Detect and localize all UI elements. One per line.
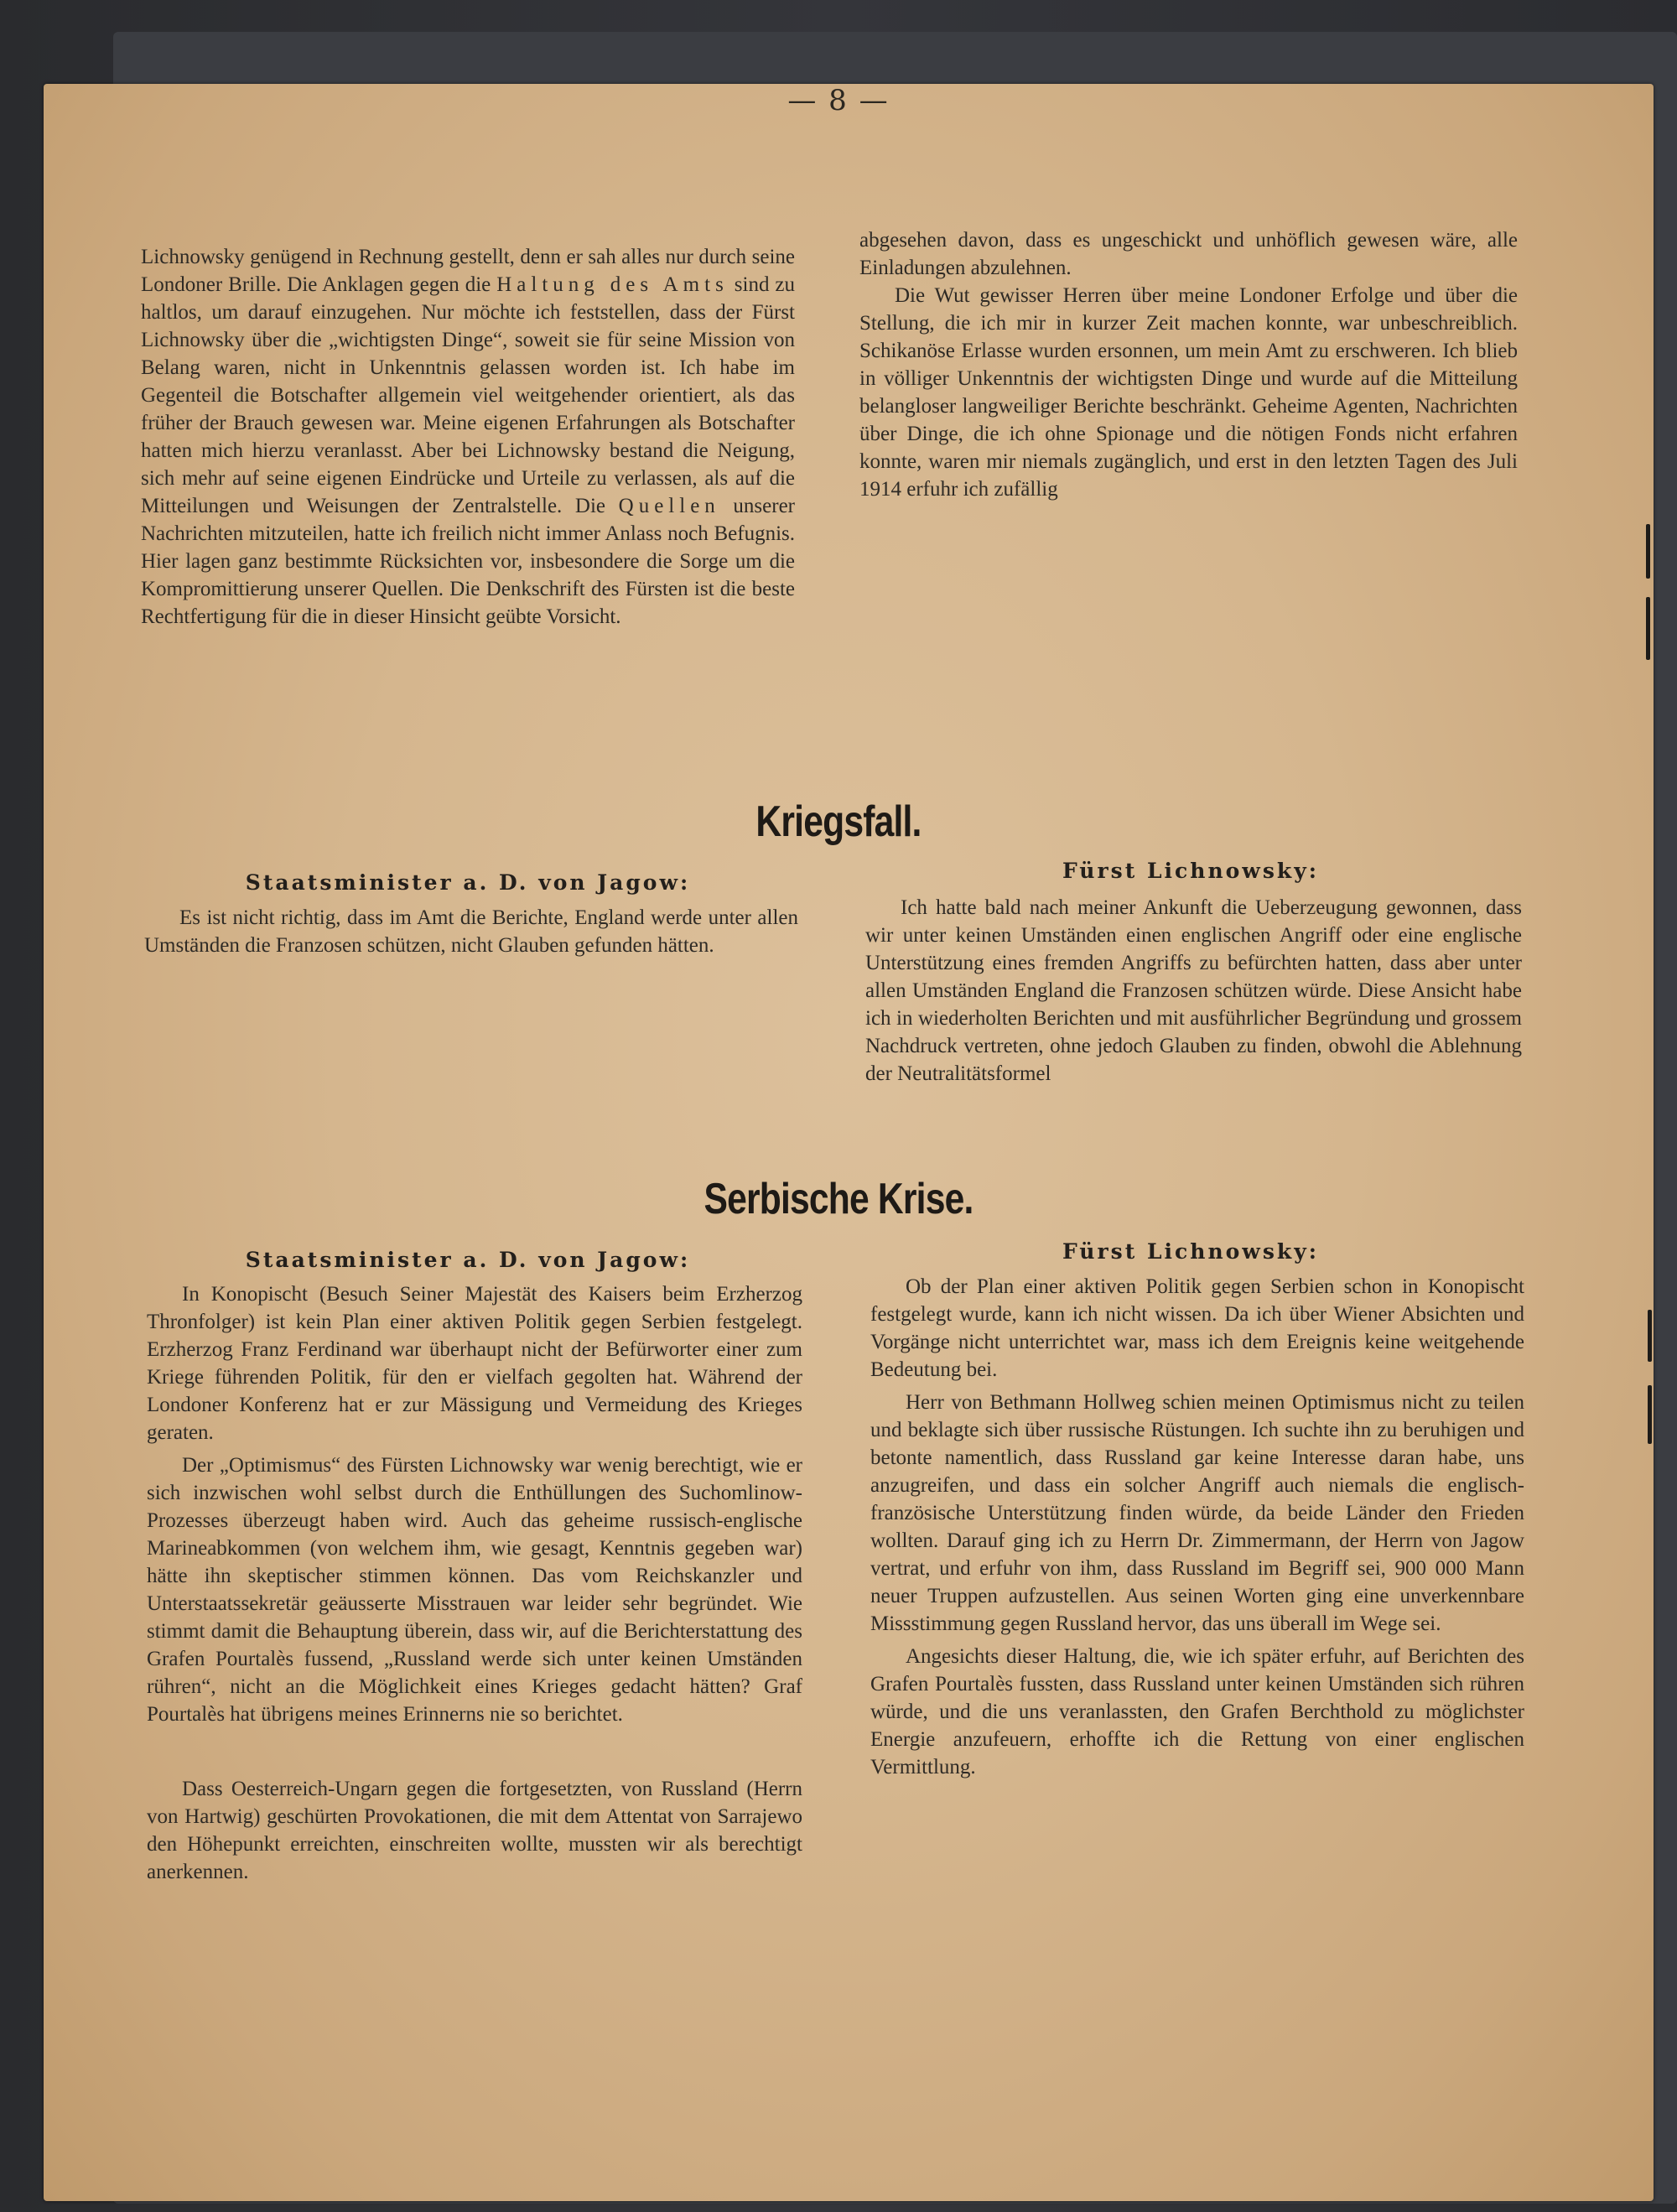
serbische-krise-left-column <box>147 1280 802 1886</box>
binding-mark <box>1648 1385 1652 1444</box>
paragraph: abgesehen davon, dass es ungeschickt und unhöflich gewesen wäre, alle Einladungen abzulehnen. <box>859 229 1518 279</box>
text-run: sind zu haltlos, um darauf einzugehen. Nur möchte ich feststellen, dass der Fürst Lichnowsky über die „wichtigsten Dinge“, soweit sie für seine Mission von Belang waren, nicht in Unkenntnis gelassen worden ist. Ich habe im Gegenteil die Botschafter allgemein viel weitgehender orientiert, als das früher der Brauch gewesen war. Meine eigenen Erfahrungen als Botschafter hatten mich hierzu veranlasst. Aber bei Lichnowsky bestand die Neigung, sich mehr auf seine eigenen Eindrücke und Urteile zu verlassen, als auf die Mitteilungen und Weisungen der Zentralstelle. Die <box>141 273 795 517</box>
binding-mark <box>1646 524 1650 579</box>
paragraph: Ich hatte bald nach meiner Ankunft die Ueberzeugung gewonnen, dass wir unter keinen Umständen einen englischen Angriff oder eine englische Unterstützung eines fremden Angriffs zu befürchten hatten, dass aber unter allen Umständen England die Franzosen schützen würde. Diese Ansicht habe ich in wiederholten Berichten und mit ausführlicher Begründung und grossem Nachdruck vertreten, ohne jedoch Glauben zu finden, obwohl die Ablehnung der Neutralitätsformel <box>865 896 1522 1085</box>
top-right-column <box>859 226 1518 503</box>
paragraph: Angesichts dieser Haltung, die, wie ich später erfuhr, auf Berichten des Grafen Pourtalès fussten, dass Russland unter keinen Umständen sich rühren würde, und die uns veranlassten, den Grafen Berchthold zu möglichster Energie anzufeuern, erhoffte ich die Rettung von einer englischen Vermittlung. <box>870 1645 1524 1778</box>
binding-mark <box>1648 1310 1652 1362</box>
top-left-paragraph <box>141 243 795 631</box>
spaced-emphasis: Quellen <box>618 495 720 517</box>
paragraph: Der „Optimismus“ des Fürsten Lichnowsky war wenig berechtigt, wie er sich inzwischen wohl selbst durch die Enthüllungen des Suchomlinow-Prozesses überzeugt haben wird. Auch das geheime russisch-englische Marineabkommen (von welchem ihm, wie gesagt, Kenntnis gegeben war) hätte ihn skeptischer stimmen können. Das vom Reichskanzler und Unterstaatssekretär geäusserte Misstrauen war leider sehr begründet. Wie stimmt damit die Behauptung überein, dass wir, auf die Berichterstattung des Grafen Pourtalès fussend, „Russland werde sich unter keinen Umständen rühren“, nicht an die Möglichkeit eines Krieges gedacht hätten? Graf Pourtalès hat übrigens meines Erinnerns nie so berichtet. <box>147 1454 802 1726</box>
paragraph: In Konopischt (Besuch Seiner Majestät des Kaisers beim Erzherzog Thronfolger) ist kein Plan einer aktiven Politik gegen Serbien festgelegt. Erzherzog Franz Ferdinand war überhaupt nicht der Befürworter einer zum Kriege führenden Politik, für den er vielfach gegolten hat. Während der Londoner Konferenz hat er zur Mässigung und Vermeidung des Krieges geraten. <box>147 1283 802 1444</box>
paragraph: Es ist nicht richtig, dass im Amt die Berichte, England werde unter allen Umständen die Franzosen schützen, nicht Glauben gefunden hätten. <box>144 906 798 957</box>
top-left-column <box>141 243 795 631</box>
speaker-label-lichnowsky: Fürst Lichnowsky: <box>1062 859 1319 883</box>
binding-mark <box>1646 597 1650 660</box>
speaker-label-lichnowsky: Fürst Lichnowsky: <box>1062 1239 1319 1264</box>
speaker-label-jagow: Staatsminister a. D. von Jagow: <box>245 1248 691 1272</box>
paragraph: Die Wut gewisser Herren über meine Londoner Erfolge und über die Stellung, die ich mir in kurzer Zeit machen konnte, war unbeschreiblich. Schikanöse Erlasse wurden ersonnen, um mein Amt zu erschweren. Ich blieb in völliger Unkenntnis der wichtigsten Dinge und wurde auf die Mitteilung belangloser langweiliger Berichte beschränkt. Geheime Agenten, Nachrichten über Dinge, die ich ohne Spionage und die nötigen Fonds nicht erfahren konnte, waren mir niemals zugänglich, und erst in den letzten Tagen des Juli 1914 erfuhr ich zufällig <box>859 284 1518 501</box>
text-run: unserer Nachrichten mitzuteilen, hatte ich freilich nicht immer Anlass noch Befugnis. Hier lagen ganz bestimmte Rücksichten vor, insbesondere die Sorge um die Kompromittierung unserer Quellen. Die Denkschrift des Fürsten ist die beste Rechtfertigung für die in dieser Hinsicht geübte Vorsicht. <box>141 495 795 628</box>
page-number: — 8 — <box>787 84 890 117</box>
kriegsfall-right-column <box>865 894 1522 1088</box>
paragraph: Ob der Plan einer aktiven Politik gegen Serbien schon in Konopischt festgelegt wurde, kann ich nicht wissen. Da ich über Wiener Absichten und Vorgänge nicht unterrichtet war, mass ich dem Ereignis keine weitgehende Bedeutung bei. <box>870 1275 1524 1381</box>
paragraph: Dass Oesterreich-Ungarn gegen die fortgesetzten, von Russland (Herrn von Hartwig) geschürten Provokationen, die mit dem Attentat von Sarrajewo den Höhepunkt erreichten, einschreiten wollte, mussten wir als berechtigt anerkennen. <box>147 1778 802 1883</box>
text-run: Lichnowsky genügend in Rechnung gestellt, denn er sah alles nur durch seine Londoner Brille. Die Anklagen gegen die <box>141 246 795 296</box>
paragraph: Herr von Bethmann Hollweg schien meinen Optimismus nicht zu teilen und beklagte sich über russische Rüstungen. Ich suchte ihn zu beruhigen und betonte namentlich, dass Russland gar keine Interesse daran habe, uns anzugreifen, und dass ein solcher Angriff auch niemals die englisch-französische Unterstützung finden würde, da beide Länder den Frieden wollten. Darauf ging ich zu Herrn Dr. Zimmermann, der Herrn von Jagow vertrat, und erfuhr von ihm, dass Russland im Begriff sei, 900 000 Mann neuer Truppen aufzustellen. Aus seinen Worten ging eine unverkennbare Missstimmung gegen Russland hervor, das uns überall im Wege sei. <box>870 1391 1524 1635</box>
spaced-emphasis: Haltung des Amts <box>496 273 729 296</box>
serbische-krise-right-column <box>870 1273 1524 1781</box>
section-heading-serbische-krise: Serbische Krise. <box>704 1175 973 1223</box>
kriegsfall-left-column <box>144 904 798 959</box>
section-heading-kriegsfall: Kriegsfall. <box>755 797 922 846</box>
speaker-label-jagow: Staatsminister a. D. von Jagow: <box>245 870 691 895</box>
